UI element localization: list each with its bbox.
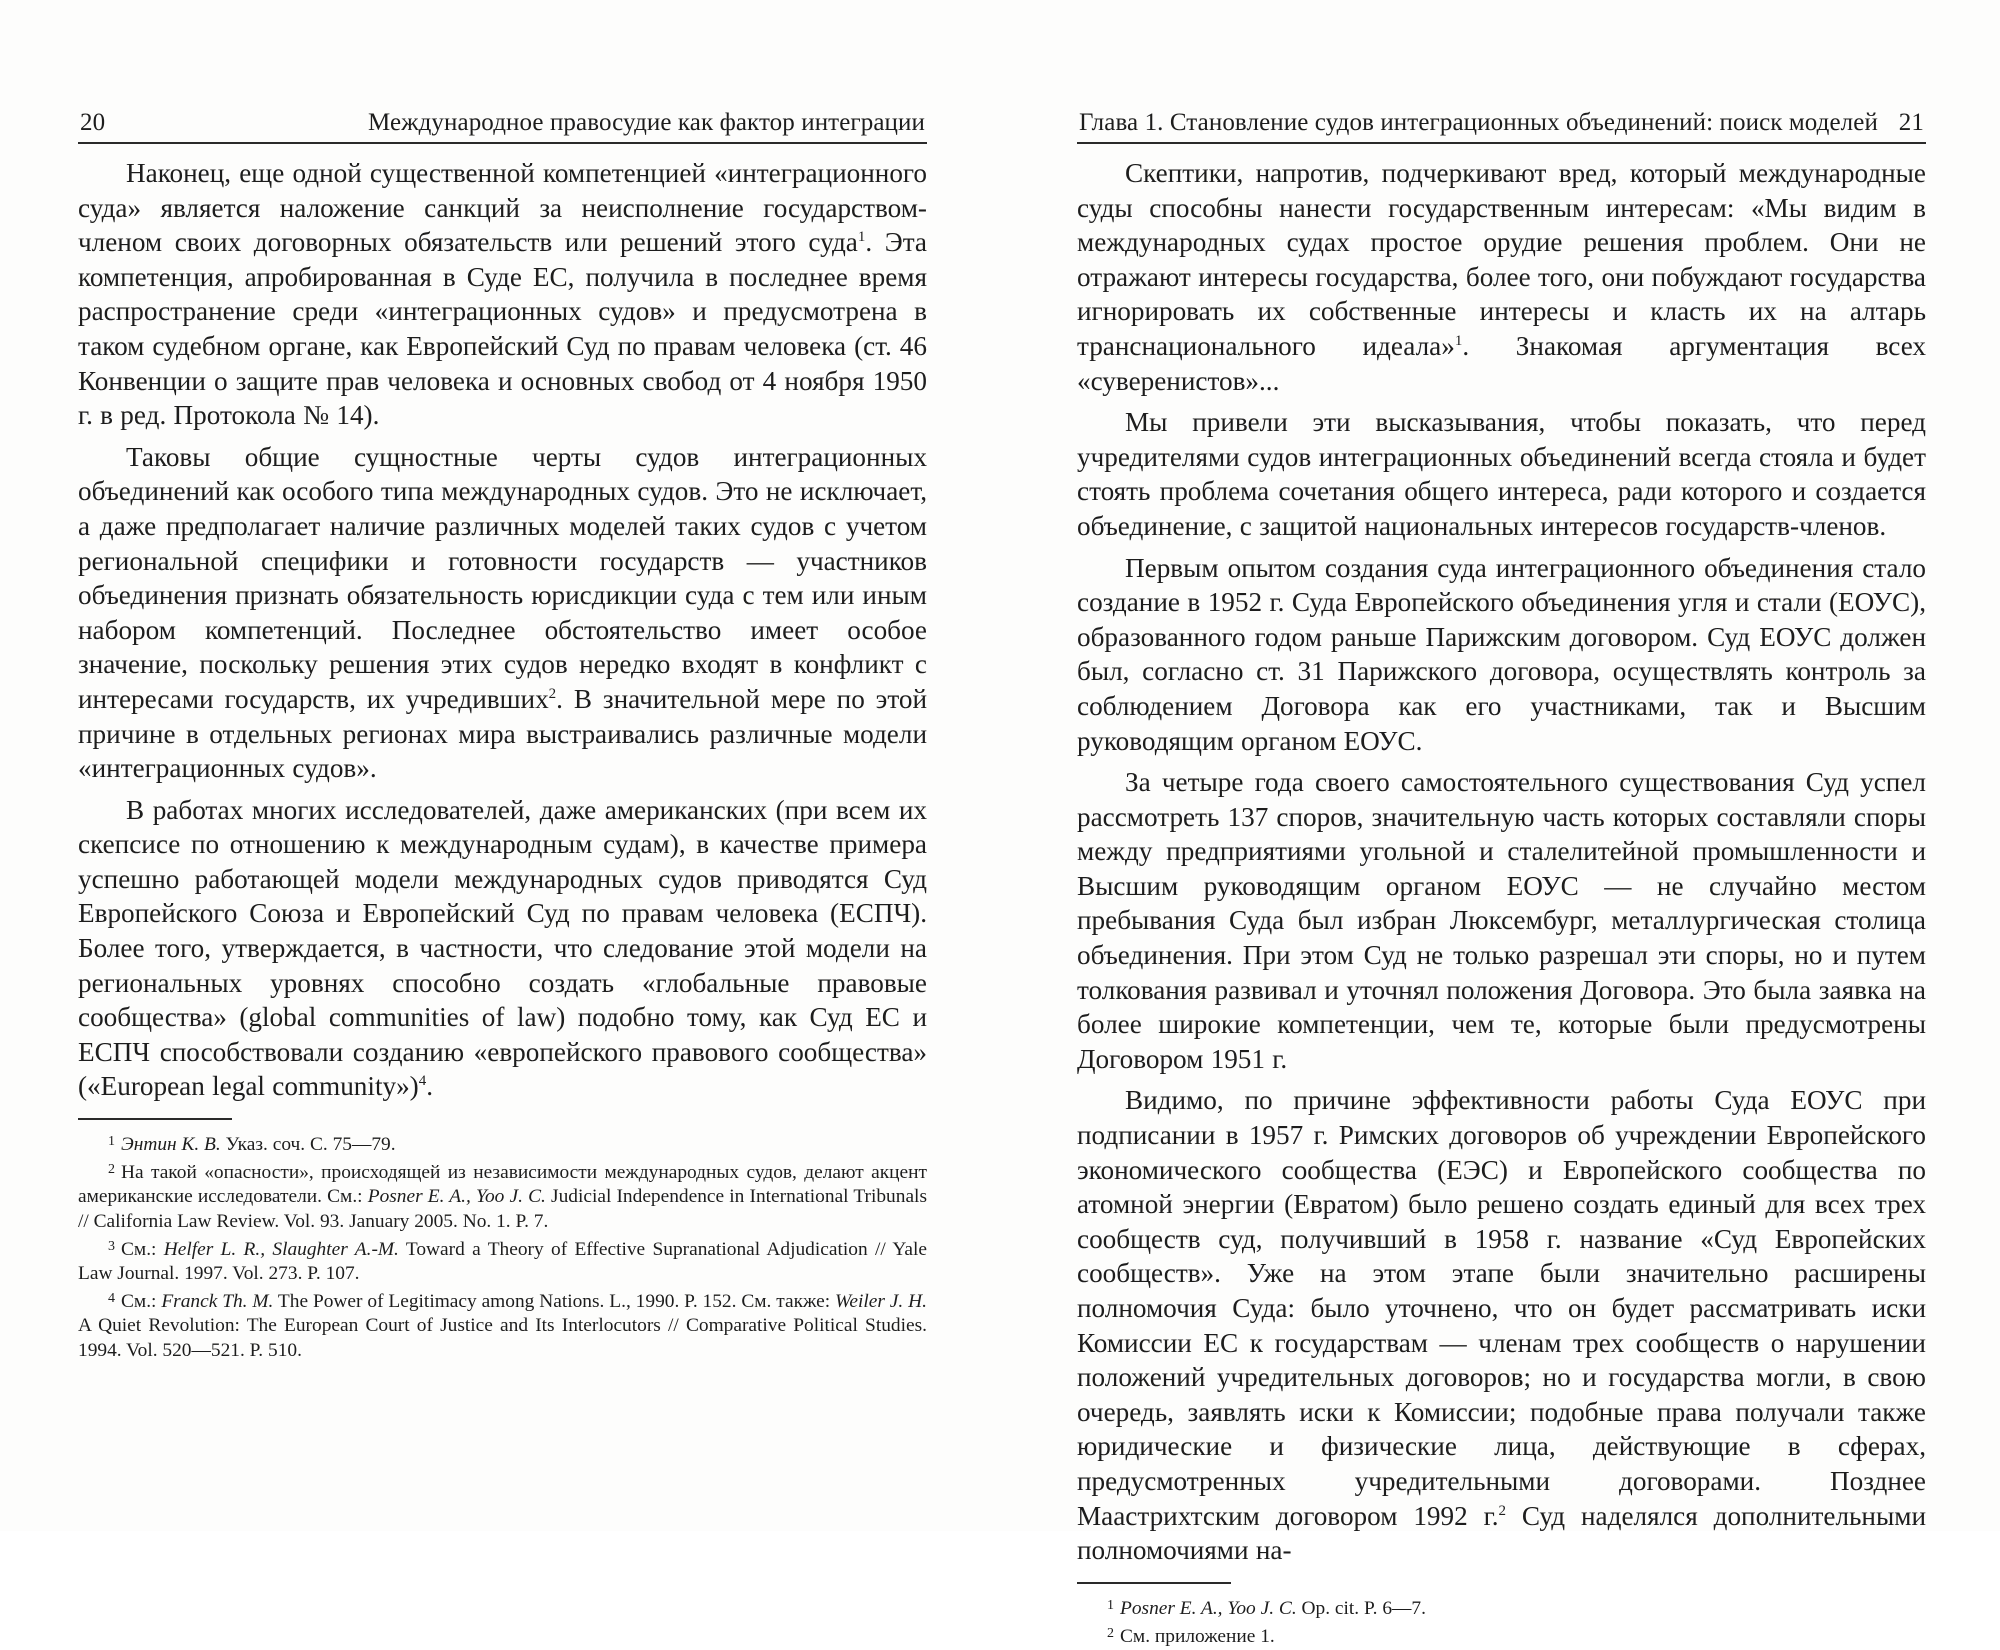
right-footnote-2: $^2$ См. приложение 1.: [1107, 1625, 1275, 1647]
left-footnotes: [78, 1130, 927, 1363]
left-body-text: [78, 156, 927, 1104]
left-running-head: [78, 98, 927, 144]
left-paragraph-3: В работах многих исследователей, даже американских (при всем их скепсисе по отношению к международным судам), в качестве примера успешно работающей модели международных судов приводятся Суд Европейского Союза и Европейский Суд по правам человека (ЕСПЧ). Более того, утверждается, в частности, что следование этой модели на региональных уровнях способно создать «глобальные правовые сообщества» (global communities of law) подобно тому, как Суд ЕС и ЕСПЧ способствовали созданию «европейского правового сообщества» («European legal community»)$^4$.: [78, 794, 927, 1102]
left-page: [78, 98, 927, 1364]
right-paragraph-1: Скептики, напротив, подчеркивают вред, который международные суды способны нанести государственным интересам: «Мы видим в международных судах простое орудие решения проблем. Они не отражают интересы государства, более того, они побуждают государства игнорировать их собственные интересы и класть их на алтарь транснационального идеала»$^1$. Знакомая аргументация всех «суверенистов»...: [1077, 158, 1926, 396]
right-paragraph-2: Мы привели эти высказывания, чтобы показать, что перед учредителями судов интеграционных объединений всегда стояла и будет стоять проблема сочетания общего интереса, ради которого и создается объединение, с защитой национальных интересов государств-членов.: [1077, 407, 1926, 541]
right-footnotes: [1077, 1594, 1926, 1649]
right-paragraph-5: Видимо, по причине эффективности работы Суда ЕОУС при подписании в 1957 г. Римских договоров об учреждении Европейского экономического сообщества (ЕЭС) и Европейского сообщества по атомной энергии (Евратом) было решено создать единый для всех трех сообществ суд, получивший в 1958 г. название «Суд Европейских сообществ». Уже на этом этапе были значительно расширены полномочия Суда: было уточнено, что он будет рассматривать иски Комиссии ЕС к государствам — членам трех сообществ о нарушении положений учредительных договоров; но и государства могли, в свою очередь, заявлять иски к Комиссии; подобные права получали также юридические и физические лица, действующие в сферах, предусмотренных учредительными договорами. Позднее Маастрихтским договором 1992 г.$^2$ Суд наделялся дополнительными полномочиями на-: [1077, 1085, 1926, 1566]
left-running-title: Международное правосудие как фактор интеграции: [368, 109, 925, 136]
right-body-text: [1077, 156, 1926, 1568]
left-paragraph-1: Наконец, еще одной существенной компетенцией «интеграционного суда» является наложение санкций за неисполнение государством-членом своих договорных обязательств или решений этого суда$^1$. Эта компетенция, апробированная в Суде ЕС, получила в последнее время распространение среди «интеграционных судов» и предусмотрена в таком судебном органе, как Европейский Суд по правам человека (ст. 46 Конвенции о защите прав человека и основных свобод от 4 ноября 1950 г. в ред. Протокола № 14).: [78, 158, 927, 431]
right-footnote-rule: [1077, 1582, 1231, 1584]
left-footnote-4: $^4$ См.: Franck Th. M. The Power of Legitimacy among Nations. L., 1990. P. 152. См. также: Weiler J. H. A Quiet Revolution: The European Court of Justice and Its Interlocutors // Comparative Political Studies. 1994. Vol. 520—521. P. 510.: [78, 1291, 927, 1361]
right-page: [1077, 98, 1926, 1650]
right-footnote-1: $^1$ Posner E. A., Yoo J. C. Op. cit. P. 6—7.: [1107, 1597, 1426, 1619]
right-running-title: Глава 1. Становление судов интеграционных объединений: поиск моделей: [1079, 109, 1878, 136]
right-paragraph-3: Первым опытом создания суда интеграционного объединения стало создание в 1952 г. Суда Европейского объединения угля и стали (ЕОУС), образованного годом раньше Парижским договором. Суд ЕОУС должен был, согласно ст. 31 Парижского договора, осуществлять контроль за соблюдением Договора как его участниками, так и Высшим руководящим органом ЕОУС.: [1077, 552, 1926, 756]
left-page-number: 20: [80, 109, 106, 136]
left-footnote-2: $^2$ На такой «опасности», происходящей из независимости международных судов, делают акцент американские исследователи. См.: Posner E. A., Yoo J. C. Judicial Independence in International Tribunals // California Law Review. Vol. 93. January 2005. No. 1. P. 7.: [78, 1162, 927, 1232]
right-page-number: 21: [1898, 109, 1924, 136]
left-paragraph-2: Таковы общие сущностные черты судов интеграционных объединений как особого типа международных судов. Это не исключает, а даже предполагает наличие различных моделей таких судов с учетом региональной специфики и готовности государств — участников объединения признать обязательность юрисдикции суда с тем или иным набором компетенций. Последнее обстоятельство имеет особое значение, поскольку решения этих судов нередко входят в конфликт с интересами государств, их учредивших$^2$. В значительной мере по этой причине в отдельных регионах мира выстраивались различные модели «интеграционных судов».: [78, 441, 927, 784]
left-footnote-1: $^1$ Энтин К. В. Указ. соч. С. 75—79.: [108, 1134, 396, 1156]
right-paragraph-4: За четыре года своего самостоятельного существования Суд успел рассмотреть 137 споров, значительную часть которых составляли споры между предприятиями угольной и сталелитейной промышленности и Высшим руководящим органом ЕОУС — не случайно местом пребывания Суда был избран Люксембург, металлургическая столица объединения. При этом Суд не только разрешал эти споры, но и путем толкования развивал и уточнял положения Договора. Это была заявка на более широкие компетенции, чем те, которые были предусмотрены Договором 1951 г.: [1077, 767, 1926, 1074]
left-footnote-3: $^3$ См.: Helfer L. R., Slaughter A.-M. Toward a Theory of Effective Supranational Adjudication // Yale Law Journal. 1997. Vol. 273. P. 107.: [78, 1238, 927, 1285]
left-footnote-rule: [78, 1118, 232, 1120]
right-running-head: [1077, 98, 1926, 144]
